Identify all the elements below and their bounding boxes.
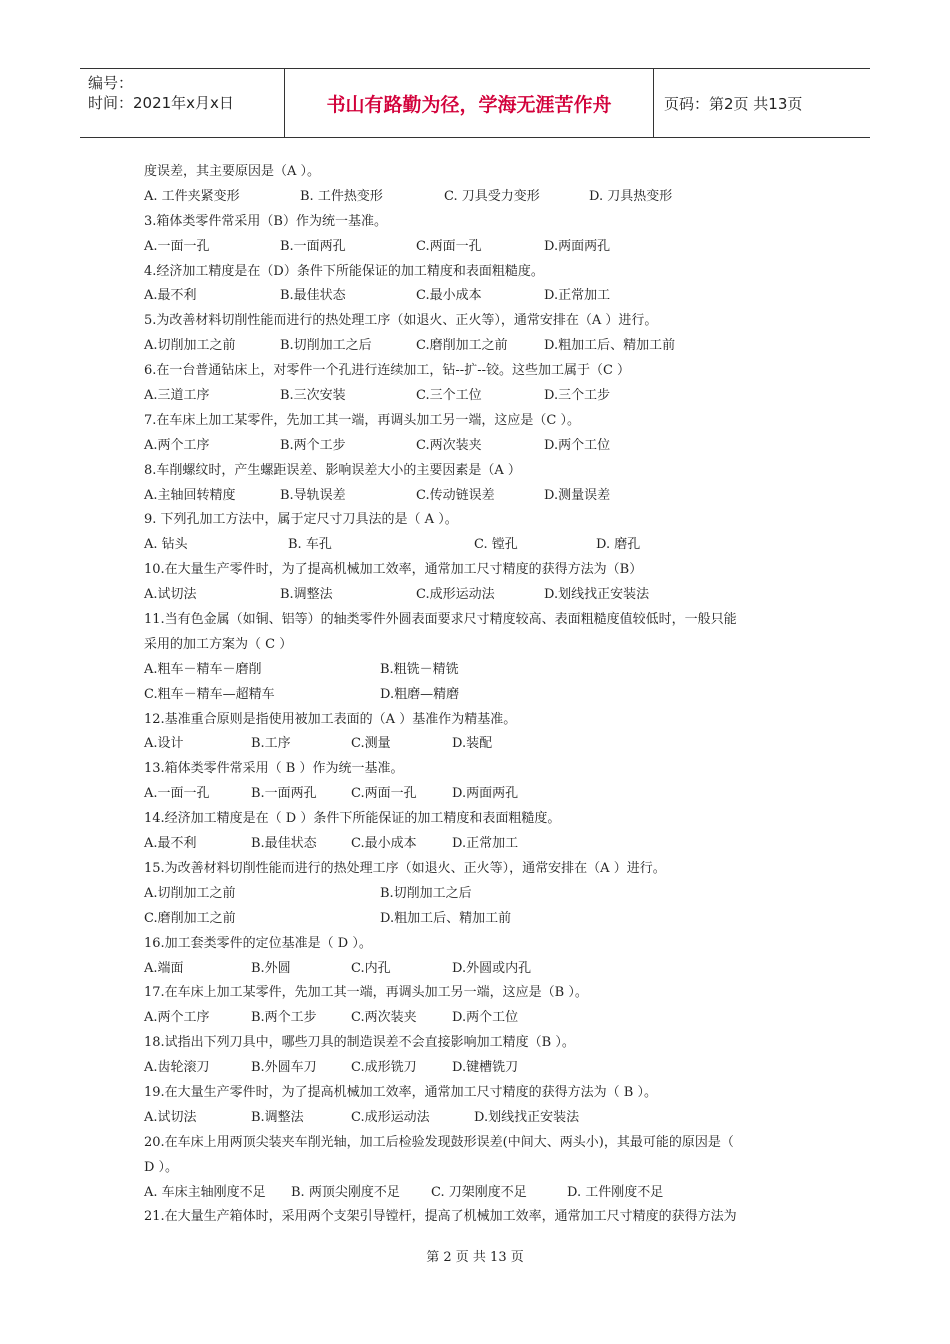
options-row <box>144 384 814 409</box>
answer-option: A.试切法 <box>144 1109 197 1125</box>
options-row <box>144 235 814 260</box>
answer-option: D.划线找正安装法 <box>474 1109 580 1125</box>
answer-option: D.两个工位 <box>544 437 611 453</box>
question-line: 10.在大量生产零件时，为了提高机械加工效率，通常加工尺寸精度的获得方法为（B） <box>144 562 643 578</box>
answer-option: C.两面一孔 <box>351 786 417 802</box>
answer-option: C.传动链误差 <box>416 487 495 503</box>
answer-option: A.主轴回转精度 <box>144 487 236 503</box>
answer-option: B.调整法 <box>280 587 333 603</box>
options-row <box>144 434 814 459</box>
answer-option: D.三个工步 <box>544 388 611 404</box>
question-line: 度误差，其主要原因是（A ）。 <box>144 164 321 179</box>
page-footer <box>0 1246 950 1265</box>
question-line: 21.在大量生产箱体时，采用两个支架引导镗杆，提高了机械加工效率，通常加工尺寸精度的获得方法为 <box>144 1209 737 1225</box>
answer-option: B. 车孔 <box>288 537 332 553</box>
answer-option: B.一面两孔 <box>280 238 346 254</box>
question-line: 15.为改善材料切削性能而进行的热处理工序（如退火、正火等），通常安排在（A ）进行。 <box>144 860 666 876</box>
options-row <box>144 284 814 309</box>
number-label: 编号： <box>88 74 134 92</box>
answer-option: B.三次安装 <box>280 388 346 404</box>
options-row <box>144 882 814 907</box>
question-line: 5.为改善材料切削性能而进行的热处理工序（如退火、正火等），通常安排在（A ）进行。 <box>144 313 658 329</box>
question-line: 14.经济加工精度是在（ D ）条件下所能保证的加工精度和表面粗糙度。 <box>144 811 561 827</box>
answer-option: B.调整法 <box>251 1109 304 1125</box>
answer-option: D.键槽铣刀 <box>452 1060 519 1076</box>
options-row <box>144 484 814 509</box>
answer-option: C.两次装夹 <box>416 437 482 453</box>
answer-option: D.两面两孔 <box>544 238 611 254</box>
question-line: 8.车削螺纹时，产生螺距误差、影响误差大小的主要因素是（A ） <box>144 462 521 478</box>
options-row <box>144 782 814 807</box>
answer-option: A.两个工序 <box>144 1010 210 1026</box>
answer-option: B.外圆 <box>251 960 291 976</box>
question-line: D ）。 <box>144 1159 179 1175</box>
answer-option: C. 刀具受力变形 <box>444 188 540 204</box>
question-line: 4.经济加工精度是在（D）条件下所能保证的加工精度和表面粗糙度。 <box>144 263 544 279</box>
options-row <box>144 185 814 210</box>
answer-option: C. 镗孔 <box>474 537 518 553</box>
answer-option: A.齿轮滚刀 <box>144 1060 210 1076</box>
answer-option: D.粗加工后、精加工前 <box>380 910 512 926</box>
question-line: 9. 下列孔加工方法中，属于定尺寸刀具法的是（ A ）。 <box>144 512 458 528</box>
question-line: 19.在大量生产零件时，为了提高机械加工效率，通常加工尺寸精度的获得方法为（ B ）。 <box>144 1084 657 1100</box>
answer-option: A. 钻头 <box>144 537 188 553</box>
options-row <box>144 1106 814 1131</box>
answer-option: B. 工件热变形 <box>300 188 383 204</box>
answer-option: A.切削加工之前 <box>144 885 236 901</box>
answer-option: A.端面 <box>144 960 184 976</box>
answer-option: B.工序 <box>251 736 291 752</box>
answer-option: D.粗加工后、精加工前 <box>544 338 676 354</box>
question-line: 11.当有色金属（如铜、铝等）的轴类零件外圆表面要求尺寸精度较高、表面粗糙度值较低时，一般只能 <box>144 612 737 628</box>
answer-option: C.内孔 <box>351 960 391 976</box>
answer-option: C.三个工位 <box>416 388 482 404</box>
answer-option: D.正常加工 <box>452 836 519 852</box>
question-line: 采用的加工方案为（ C ） <box>144 636 293 652</box>
page-info-text: 页码：第2页 共13页 <box>664 94 803 113</box>
answer-option: C.最小成本 <box>351 836 417 852</box>
answer-option: D.外圆或内孔 <box>452 960 532 976</box>
answer-option: D.两个工位 <box>452 1010 519 1026</box>
question-line: 3.箱体类零件常采用（B）作为统一基准。 <box>144 213 387 229</box>
answer-option: D.装配 <box>452 736 493 752</box>
answer-option: A.切削加工之前 <box>144 338 236 354</box>
options-row <box>144 907 814 932</box>
header-info-cell <box>80 69 284 137</box>
answer-option: D. 磨孔 <box>596 537 641 553</box>
answer-option: D.划线找正安装法 <box>544 587 650 603</box>
answer-option: A.一面一孔 <box>144 786 210 802</box>
options-row <box>144 658 814 683</box>
question-line: 6.在一台普通钻床上，对零件一个孔进行连续加工，钻--扩--铰。这些加工属于（C ） <box>144 363 631 379</box>
options-row <box>144 957 814 982</box>
answer-option: B.外圆车刀 <box>251 1060 317 1076</box>
options-row <box>144 1006 814 1031</box>
question-content <box>144 160 814 1230</box>
answer-option: B.粗铣－精铣 <box>380 661 459 677</box>
options-row <box>144 1056 814 1081</box>
options-row <box>144 732 814 757</box>
answer-option: C. 刀架刚度不足 <box>431 1184 527 1200</box>
question-line: 20.在车床上用两顶尖装夹车削光轴，加工后检验发现鼓形误差(中间大、两头小)，其最可能的原因是（ <box>144 1134 734 1150</box>
answer-option: D.正常加工 <box>544 288 611 304</box>
question-line: 16.加工套类零件的定位基准是（ D ）。 <box>144 935 372 951</box>
answer-option: C.两面一孔 <box>416 238 482 254</box>
answer-option: D.粗磨—精磨 <box>380 686 460 702</box>
answer-option: A. 工件夹紧变形 <box>144 188 240 204</box>
answer-option: A.试切法 <box>144 587 197 603</box>
answer-option: B.一面两孔 <box>251 786 317 802</box>
date-line: 时间：2021年x月x日 <box>88 94 234 112</box>
answer-option: C.粗车－精车—超精车 <box>144 686 275 702</box>
options-row <box>144 533 814 558</box>
answer-option: B. 两顶尖刚度不足 <box>291 1184 400 1200</box>
answer-option: B.最佳状态 <box>251 836 317 852</box>
answer-option: C.成形铣刀 <box>351 1060 417 1076</box>
options-row <box>144 832 814 857</box>
question-line: 18.试指出下列刀具中，哪些刀具的制造误差不会直接影响加工精度（B ）。 <box>144 1035 575 1051</box>
answer-option: D.测量误差 <box>544 487 611 503</box>
answer-option: B.导轨误差 <box>280 487 346 503</box>
answer-option: B.最佳状态 <box>280 288 346 304</box>
question-line: 7.在车床上加工某零件，先加工其一端，再调头加工另一端，这应是（C ）。 <box>144 412 580 428</box>
answer-option: A.两个工序 <box>144 437 210 453</box>
answer-option: A.最不利 <box>144 288 197 304</box>
answer-option: A.三道工序 <box>144 388 210 404</box>
answer-option: C.两次装夹 <box>351 1010 417 1026</box>
answer-option: A.粗车－精车－磨削 <box>144 661 262 677</box>
question-line: 12.基准重合原则是指使用被加工表面的（A ）基准作为精基准。 <box>144 711 517 727</box>
options-row <box>144 334 814 359</box>
answer-option: A.设计 <box>144 736 184 752</box>
answer-option: D.两面两孔 <box>452 786 519 802</box>
answer-option: B.两个工步 <box>280 437 346 453</box>
answer-option: C.磨削加工之前 <box>416 338 508 354</box>
answer-option: B.两个工步 <box>251 1010 317 1026</box>
answer-option: C.最小成本 <box>416 288 482 304</box>
page-info-cell <box>654 69 870 137</box>
motto-text: 书山有路勤为径，学海无涯苦作舟 <box>326 93 612 116</box>
answer-option: C.磨削加工之前 <box>144 910 236 926</box>
motto-cell <box>284 69 654 137</box>
answer-option: B.切削加工之后 <box>280 338 372 354</box>
question-line: 17.在车床上加工某零件，先加工其一端，再调头加工另一端，这应是（B ）。 <box>144 985 588 1001</box>
answer-option: C.成形运动法 <box>351 1109 430 1125</box>
answer-option: D. 刀具热变形 <box>589 188 673 204</box>
answer-option: B.切削加工之后 <box>380 885 472 901</box>
answer-option: A. 车床主轴刚度不足 <box>144 1184 266 1200</box>
question-line: 13.箱体类零件常采用（ B ）作为统一基准。 <box>144 761 404 777</box>
answer-option: C.测量 <box>351 736 391 752</box>
page-header <box>80 68 870 138</box>
footer-page-number: 第 2 页 共 13 页 <box>426 1250 524 1265</box>
options-row <box>144 683 814 708</box>
answer-option: D. 工件刚度不足 <box>567 1184 664 1200</box>
options-row <box>144 583 814 608</box>
answer-option: C.成形运动法 <box>416 587 495 603</box>
answer-option: A.最不利 <box>144 836 197 852</box>
answer-option: A.一面一孔 <box>144 238 210 254</box>
options-row <box>144 1181 814 1206</box>
